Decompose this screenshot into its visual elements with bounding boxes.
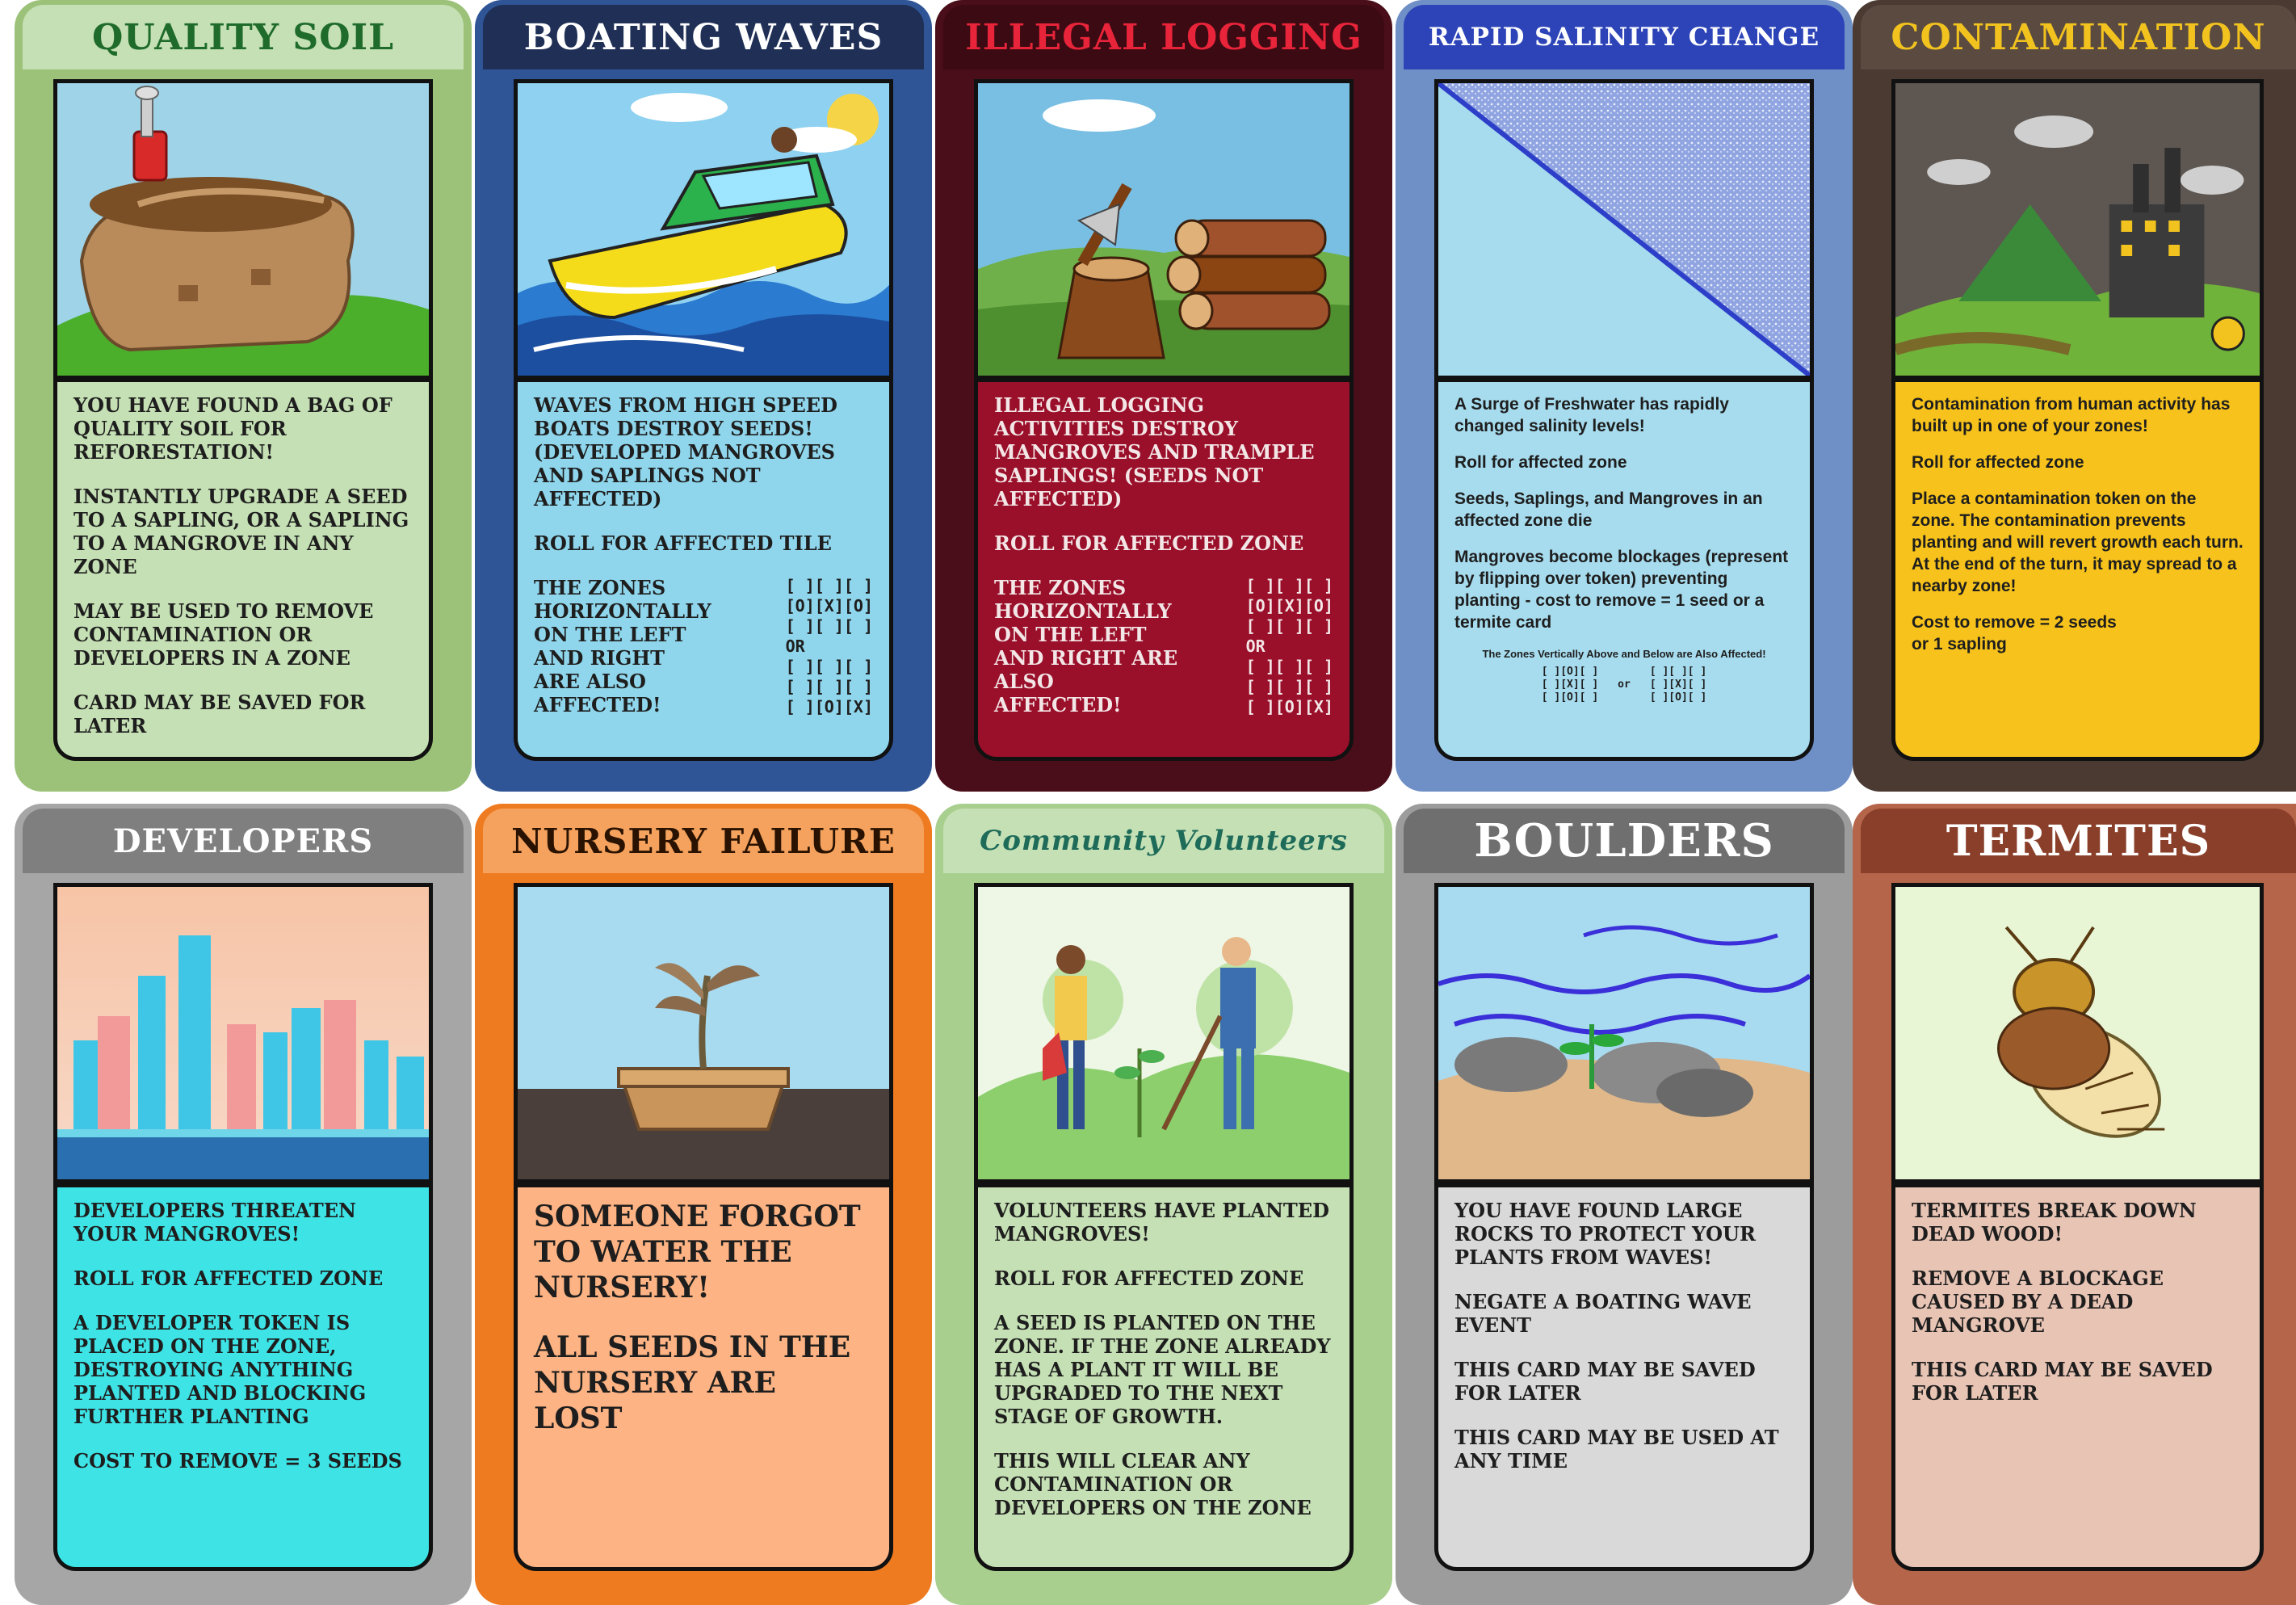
card-text: [1434, 378, 1814, 761]
card-developers[interactable]: [15, 804, 472, 1605]
zone-grid-left: [ ][O][ ] [ ][X][ ] [ ][O][ ]: [1541, 666, 1599, 704]
card-boulders[interactable]: [1396, 804, 1853, 1605]
card-text-p1: DEVELOPERS THREATEN YOUR MANGROVES!: [73, 1199, 356, 1246]
card-text-p2: ALL SEEDS IN THE NURSERY ARE LOST: [534, 1330, 851, 1435]
card-text: [1434, 1183, 1814, 1571]
card-rapid-salinity-change[interactable]: [1396, 0, 1853, 792]
card-text-p3: THIS CARD MAY BE SAVED FOR LATER: [1912, 1358, 2213, 1405]
card-text-p1: TERMITES BREAK DOWN DEAD WOOD!: [1912, 1199, 2197, 1246]
card-text-p2: ROLL FOR AFFECTED TILE: [534, 531, 832, 555]
card-text: [974, 1183, 1354, 1571]
volunteers-planting-illustration: [974, 883, 1354, 1183]
card-text-p1: A Surge of Freshwater has rapidly changed salinity levels!: [1454, 395, 1729, 435]
termite-illustration: [1891, 883, 2264, 1183]
card-text-p1: ILLEGAL LOGGING ACTIVITIES DESTROY MANGROVES AND TRAMPLE SAPLINGS! (SEEDS NOT AFFECTED): [994, 393, 1315, 510]
zone-grid-right: [ ][ ][ ] [ ][X][ ] [ ][O][ ]: [1649, 666, 1707, 704]
card-title: QUALITY SOIL: [23, 5, 464, 69]
card-title: BOULDERS: [1404, 809, 1845, 873]
card-text-p2: Roll for affected zone: [1454, 453, 1627, 472]
card-text: [974, 378, 1354, 761]
factory-pollution-illustration: [1891, 79, 2264, 380]
card-text-p1: YOU HAVE FOUND A BAG OF QUALITY SOIL FOR REFORESTATION!: [73, 393, 392, 464]
card-text-p4: COST TO REMOVE = 3 SEEDS: [73, 1449, 402, 1473]
card-termites[interactable]: [1853, 804, 2296, 1605]
card-text: [53, 1183, 433, 1571]
card-text-p1: SOMEONE FORGOT TO WATER THE NURSERY!: [534, 1200, 861, 1305]
wilted-plant-illustration: [514, 883, 893, 1183]
zone-grid-or: or: [1618, 679, 1631, 691]
card-title: BOATING WAVES: [483, 5, 924, 69]
card-text-p2: ROLL FOR AFFECTED ZONE: [994, 1267, 1304, 1290]
zone-grid-or: OR: [785, 637, 805, 656]
card-title: Community Volunteers: [943, 809, 1384, 873]
card-text-p2: NEGATE A BOATING WAVE EVENT: [1454, 1290, 1752, 1337]
card-text-p1: WAVES FROM HIGH SPEED BOATS DESTROY SEEDS! (DEVELOPED MANGROVES AND SAPLINGS NOT AFFECTED): [534, 393, 837, 510]
card-text-p4: CARD MAY BE SAVED FOR LATER: [73, 691, 366, 737]
boulders-illustration: [1434, 883, 1814, 1183]
card-title: TERMITES: [1861, 809, 2296, 873]
card-text-p4: THIS CARD MAY BE USED AT ANY TIME: [1454, 1426, 1779, 1473]
card-text-p3: Place a contamination token on the zone. The contamination prevents planting and will revert growth each turn. At the end of the turn, it may spread to a nearby zone!: [1912, 489, 2244, 595]
card-text: [1891, 378, 2264, 761]
card-text-p2: ROLL FOR AFFECTED ZONE: [73, 1267, 384, 1290]
speedboat-illustration: [514, 79, 893, 380]
logging-illustration: [974, 79, 1354, 380]
card-boating-waves[interactable]: [475, 0, 932, 792]
card-text-p4: THIS WILL CLEAR ANY CONTAMINATION OR DEVELOPERS ON THE ZONE: [994, 1449, 1312, 1519]
card-text-p1: Contamination from human activity has built up in one of your zones!: [1912, 395, 2231, 435]
salinity-illustration: [1434, 79, 1814, 380]
card-text-p3: THE ZONES HORIZONTALLY ON THE LEFT AND RIGHT ARE ALSO AFFECTED!: [534, 576, 711, 716]
zone-diagram: [994, 576, 1333, 717]
card-text: [1891, 1183, 2264, 1571]
card-text-p2: INSTANTLY UPGRADE A SEED TO A SAPLING, OR A SAPLING TO A MANGROVE IN ANY ZONE: [73, 485, 409, 578]
card-text-p1: VOLUNTEERS HAVE PLANTED MANGROVES!: [994, 1199, 1329, 1246]
card-title: NURSERY FAILURE: [483, 809, 924, 873]
zone-grid-or: OR: [1245, 637, 1266, 656]
zone-diagram: [1454, 666, 1794, 704]
card-text-p5: The Zones Vertically Above and Below are Also Affected!: [1482, 648, 1766, 660]
card-text-p3: A SEED IS PLANTED ON THE ZONE. IF THE ZONE ALREADY HAS A PLANT IT WILL BE UPGRADED TO THE NEXT STAGE OF GROWTH.: [994, 1311, 1331, 1428]
card-nursery-failure[interactable]: [475, 804, 932, 1605]
zone-grids: [786, 576, 873, 717]
card-text-p2: ROLL FOR AFFECTED ZONE: [994, 531, 1304, 555]
zone-grid-top: [ ][ ][ ] [O][X][O] [ ][ ][ ]: [1245, 576, 1333, 636]
city-skyline-illustration: [53, 883, 433, 1183]
card-contamination[interactable]: [1853, 0, 2296, 792]
zone-grid-bottom: [ ][ ][ ] [ ][ ][ ] [ ][O][X]: [785, 657, 873, 716]
card-text: [514, 378, 893, 761]
card-text-p3: A DEVELOPER TOKEN IS PLACED ON THE ZONE, DESTROYING ANYTHING PLANTED AND BLOCKING FURTHER PLANTING: [73, 1311, 367, 1428]
card-title: ILLEGAL LOGGING: [943, 5, 1384, 69]
card-text-p3: MAY BE USED TO REMOVE CONTAMINATION OR DEVELOPERS IN A ZONE: [73, 599, 374, 670]
card-text-p3: Seeds, Saplings, and Mangroves in an affected zone die: [1454, 489, 1763, 530]
card-text-p4: Mangroves become blockages (represent by flipping over token) preventing planting - cost to remove = 1 seed or a termite card: [1454, 548, 1789, 632]
card-title: DEVELOPERS: [23, 809, 464, 873]
card-text-p3: THE ZONES HORIZONTALLY ON THE LEFT AND RIGHT ARE ALSO AFFECTED!: [994, 576, 1178, 716]
card-text-p1: YOU HAVE FOUND LARGE ROCKS TO PROTECT YOUR PLANTS FROM WAVES!: [1454, 1199, 1756, 1269]
card-title: RAPID SALINITY CHANGE: [1404, 5, 1845, 69]
card-community-volunteers[interactable]: [935, 804, 1392, 1605]
card-text: [53, 378, 433, 761]
card-text-p4: Cost to remove = 2 seeds or 1 sapling: [1912, 613, 2117, 653]
card-text-p2: REMOVE A BLOCKAGE CAUSED BY A DEAD MANGROVE: [1912, 1267, 2164, 1337]
card-text: [514, 1183, 893, 1571]
card-illegal-logging[interactable]: [935, 0, 1392, 792]
zone-diagram: [534, 576, 873, 717]
card-quality-soil[interactable]: [15, 0, 472, 792]
card-title: CONTAMINATION: [1861, 5, 2296, 69]
zone-grids: [1246, 576, 1333, 717]
soil-bag-illustration: [53, 79, 433, 380]
card-text-p2: Roll for affected zone: [1912, 453, 2084, 472]
zone-grid-top: [ ][ ][ ] [O][X][O] [ ][ ][ ]: [785, 576, 873, 636]
card-text-p3: THIS CARD MAY BE SAVED FOR LATER: [1454, 1358, 1756, 1405]
zone-grid-bottom: [ ][ ][ ] [ ][ ][ ] [ ][O][X]: [1245, 657, 1333, 716]
